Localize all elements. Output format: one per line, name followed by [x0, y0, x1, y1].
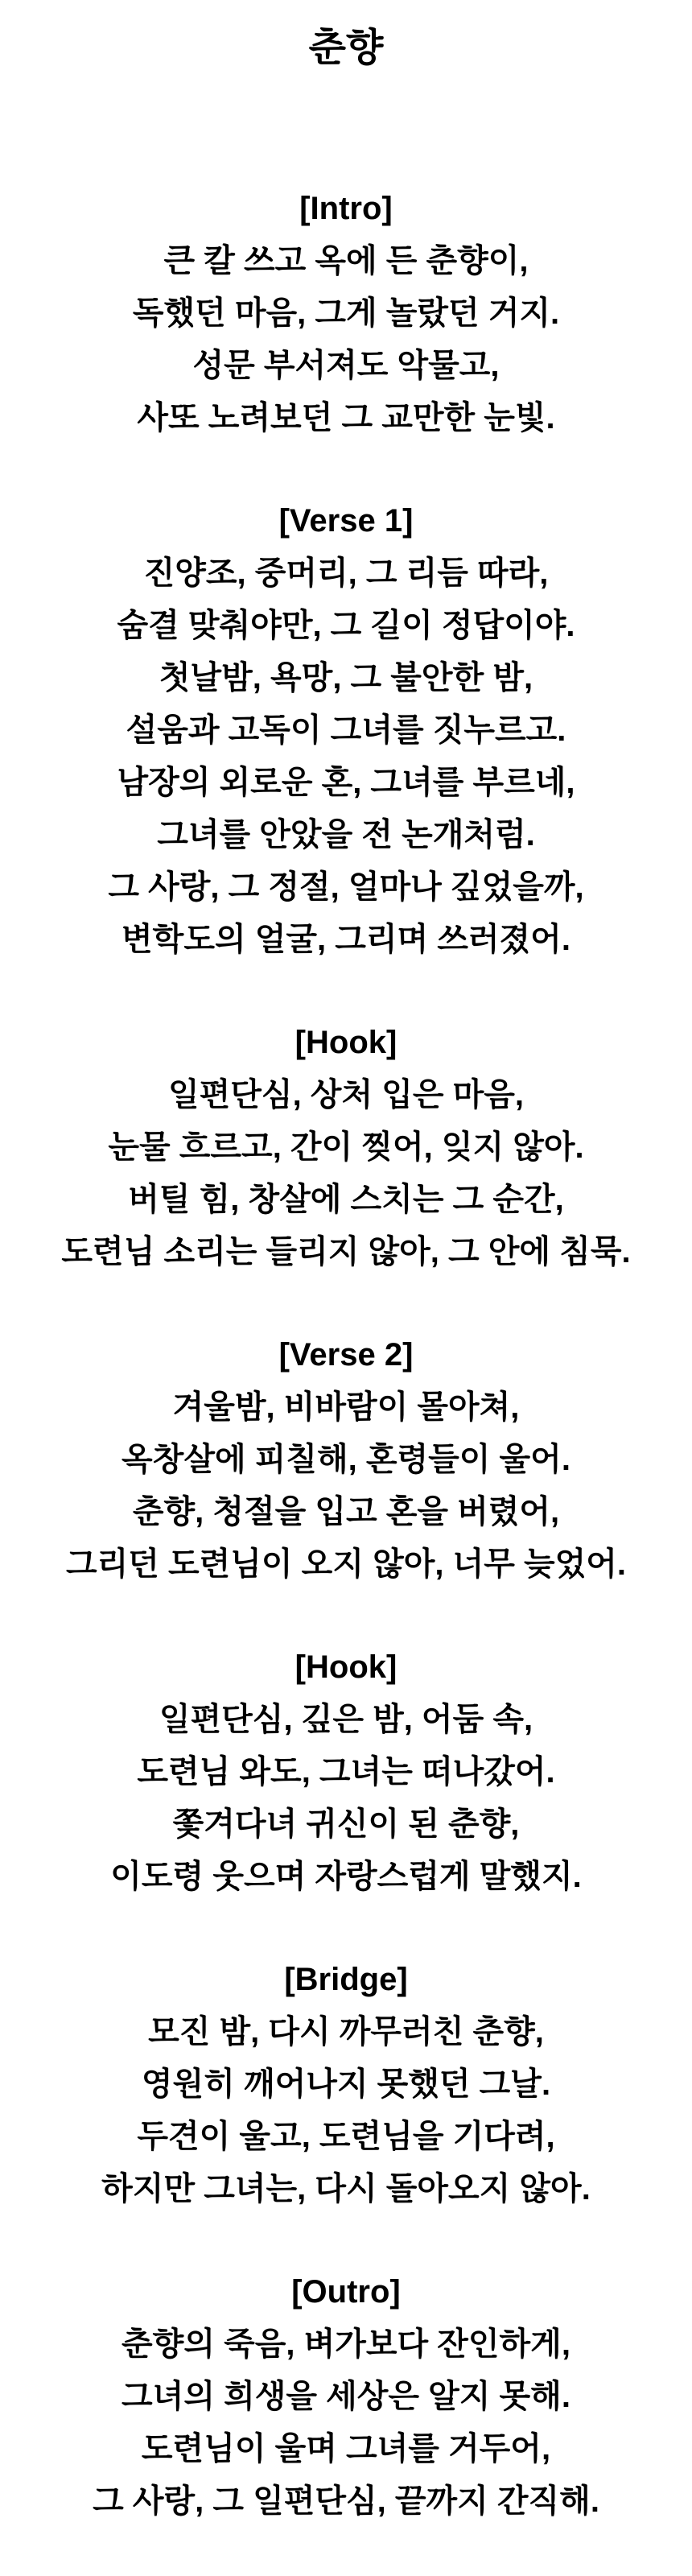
lyric-line: 도련님이 울며 그녀를 거두어,: [141, 2431, 551, 2467]
lyric-line: 설움과 고독이 그녀를 짓누르고.: [126, 712, 566, 748]
lyric-line: 그리던 도련님이 오지 않아, 너무 늦었어.: [65, 1546, 627, 1582]
lyric-line: 사또 노려보던 그 교만한 눈빛.: [137, 400, 555, 436]
lyrics-section: [0, 495, 692, 966]
lyrics-section: [0, 1017, 692, 1278]
section-label: [Verse 2]: [278, 1337, 414, 1373]
lyric-line: 도련님 와도, 그녀는 떠나갔어.: [137, 1754, 555, 1790]
lyrics-sections: [0, 183, 692, 2528]
lyric-line: 그 사랑, 그 정절, 얼마나 깊었을까,: [108, 869, 584, 905]
lyrics-section: [0, 2266, 692, 2528]
section-label: [Verse 1]: [278, 503, 414, 539]
section-label: [Intro]: [299, 191, 393, 226]
lyric-line: 숨결 맞춰야만, 그 길이 정답이야.: [117, 608, 575, 643]
lyric-line: 그녀를 안았을 전 논개처럼.: [157, 817, 535, 852]
section-label: [Hook]: [295, 1649, 397, 1685]
lyrics-section: [0, 1329, 692, 1591]
lyric-line: 춘향의 죽음, 벼가보다 잔인하게,: [122, 2326, 570, 2362]
lyric-line: 춘향, 청절을 입고 혼을 버렸어,: [132, 1494, 560, 1530]
lyric-line: 일편단심, 깊은 밤, 어둠 속,: [159, 1702, 533, 1737]
lyric-line: 하지만 그녀는, 다시 돌아오지 않아.: [101, 2171, 591, 2207]
lyric-line: 진양조, 중머리, 그 리듬 따라,: [143, 555, 549, 591]
lyric-line: 그녀의 희생을 세상은 알지 못해.: [122, 2379, 570, 2414]
lyric-line: 옥창살에 피칠해, 혼령들이 울어.: [122, 1442, 570, 1477]
lyric-line: 변학도의 얼굴, 그리며 쓰러졌어.: [122, 922, 570, 957]
lyric-line: 일편단심, 상처 입은 마음,: [168, 1077, 524, 1113]
page-title: 춘향: [308, 27, 384, 69]
lyric-line: 모진 밤, 다시 까무러친 춘향,: [148, 2014, 544, 2050]
lyric-line: 첫날밤, 욕망, 그 불안한 밤,: [159, 660, 533, 696]
lyrics-section: [0, 1641, 692, 1903]
lyric-line: 독했던 마음, 그게 놀랐던 거지.: [132, 295, 560, 331]
lyric-line: 남장의 외로운 혼, 그녀를 부르네,: [117, 765, 575, 800]
lyric-line: 영원히 깨어나지 못했던 그날.: [141, 2066, 551, 2102]
lyric-line: 두견이 울고, 도련님을 기다려,: [137, 2119, 555, 2154]
lyric-line: 이도령 웃으며 자랑스럽게 말했지.: [110, 1859, 582, 1894]
section-label: [Outro]: [291, 2274, 401, 2310]
lyrics-section: [0, 183, 692, 444]
section-label: [Hook]: [295, 1025, 397, 1060]
lyric-line: 성문 부서져도 악물고,: [192, 348, 500, 383]
lyric-line: 큰 칼 쓰고 옥에 든 춘향이,: [163, 243, 529, 279]
lyric-line: 버틸 힘, 창살에 스치는 그 순간,: [128, 1182, 564, 1217]
lyric-line: 겨울밤, 비바람이 몰아쳐,: [172, 1389, 520, 1425]
lyric-line: 눈물 흐르고, 간이 찢어, 잊지 않아.: [108, 1129, 584, 1165]
lyrics-section: [0, 1954, 692, 2215]
lyric-line: 그 사랑, 그 일편단심, 끝까지 간직해.: [93, 2483, 599, 2519]
lyric-line: 도련님 소리는 들리지 않아, 그 안에 침묵.: [61, 1234, 631, 1269]
lyric-line: 쫓겨다녀 귀신이 된 춘향,: [172, 1806, 520, 1842]
section-label: [Bridge]: [284, 1962, 408, 1997]
